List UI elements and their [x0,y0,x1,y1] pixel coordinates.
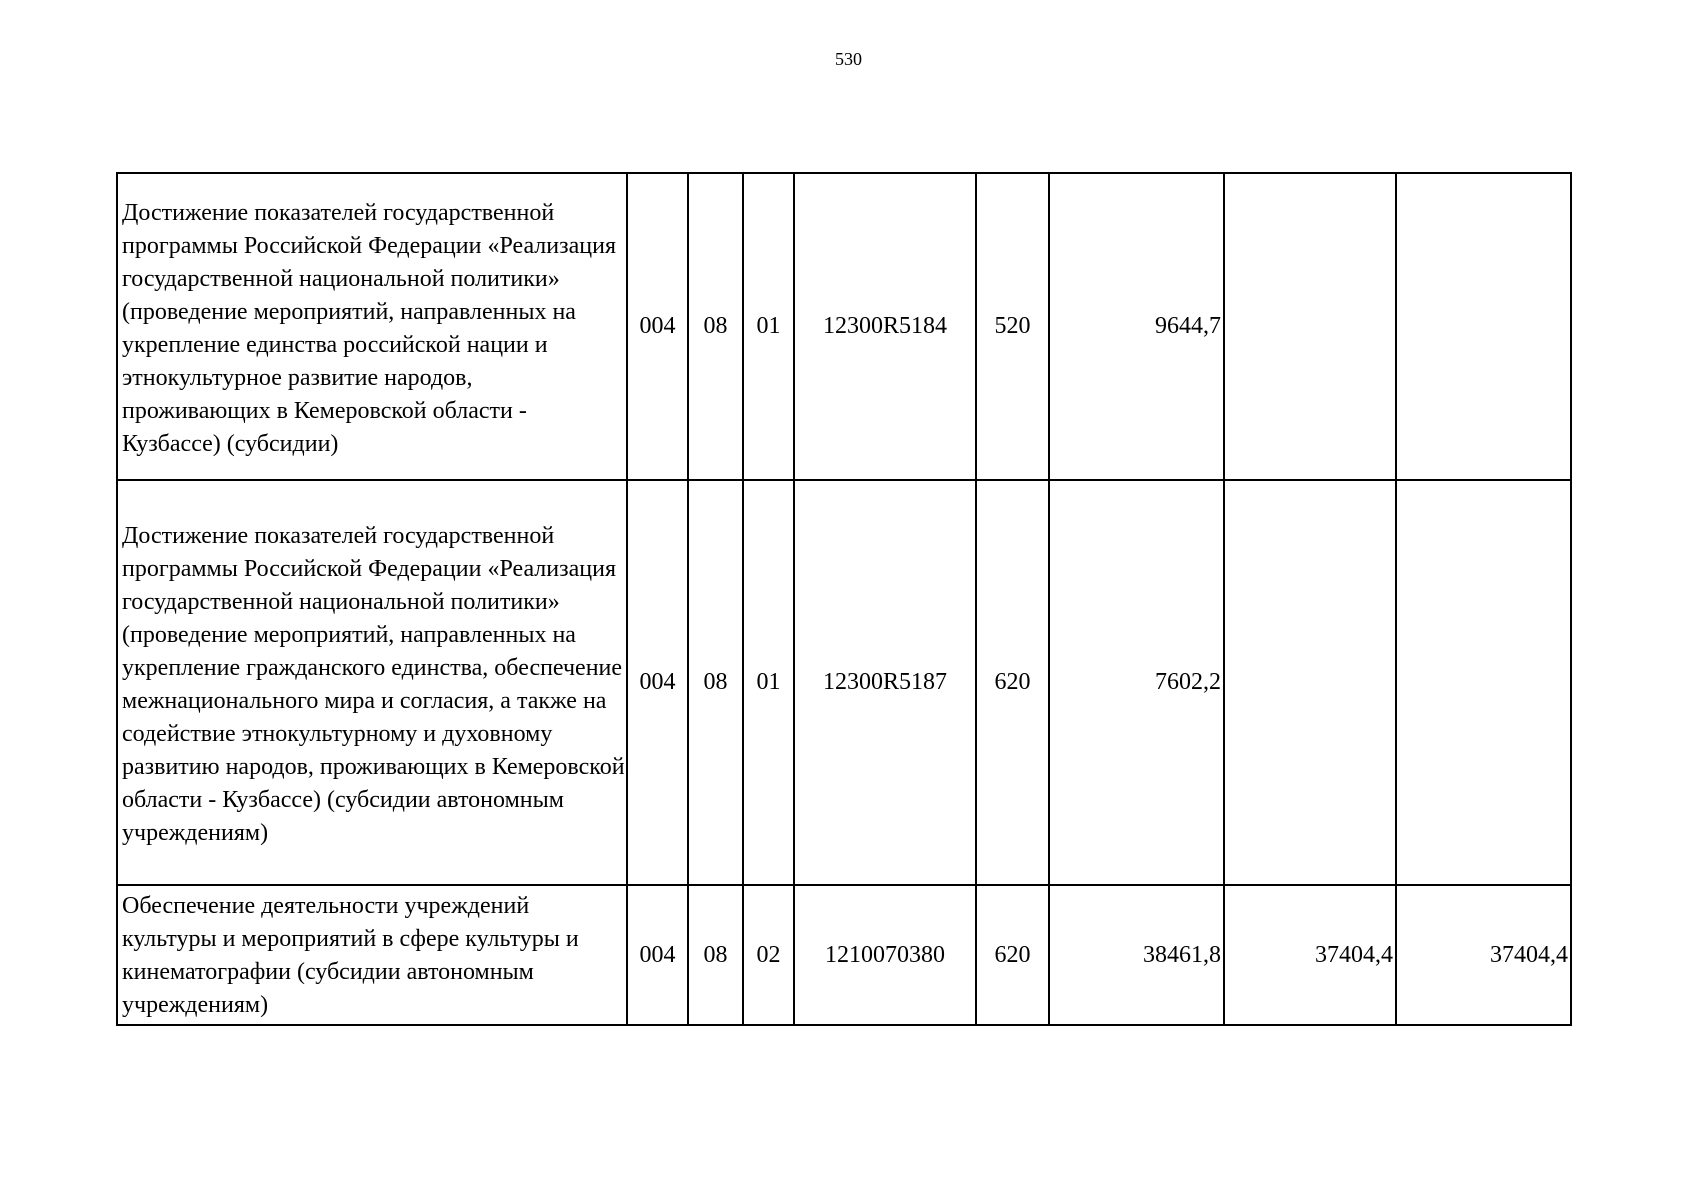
row-description: Обеспечение деятельности учреждений культуры и мероприятий в сфере культуры и кинематографии (субсидии автономным учреждениям) [117,885,627,1025]
amount-2: 37404,4 [1224,885,1396,1025]
amount-3: 37404,4 [1396,885,1571,1025]
table-row [117,480,1571,885]
section-code: 08 [688,173,743,480]
table-row [117,885,1571,1025]
expense-type-code: 620 [976,885,1049,1025]
expense-type-code: 520 [976,173,1049,480]
amount-3 [1396,173,1571,480]
amount-2 [1224,173,1396,480]
target-article-code: 12300R5184 [794,173,976,480]
ministry-code: 004 [627,173,688,480]
ministry-code: 004 [627,480,688,885]
amount-1: 38461,8 [1049,885,1224,1025]
subsection-code: 01 [743,173,794,480]
section-code: 08 [688,885,743,1025]
target-article-code: 12300R5187 [794,480,976,885]
budget-table [116,172,1572,1026]
ministry-code: 004 [627,885,688,1025]
section-code: 08 [688,480,743,885]
amount-3 [1396,480,1571,885]
amount-1: 9644,7 [1049,173,1224,480]
table-row [117,173,1571,480]
target-article-code: 1210070380 [794,885,976,1025]
expense-type-code: 620 [976,480,1049,885]
amount-1: 7602,2 [1049,480,1224,885]
subsection-code: 02 [743,885,794,1025]
amount-2 [1224,480,1396,885]
row-description: Достижение показателей государственной программы Российской Федерации «Реализация государственной национальной политики» (проведение мероприятий, направленных на укрепление гражданского единства, обеспечение межнационального мира и согласия, а также на содействие этнокультурному и духовному развитию народов, проживающих в Кемеровской области - Кузбассе) (субсидии автономным учреждениям) [117,480,627,885]
subsection-code: 01 [743,480,794,885]
row-description: Достижение показателей государственной программы Российской Федерации «Реализация государственной национальной политики» (проведение мероприятий, направленных на укрепление единства российской нации и этнокультурное развитие народов, проживающих в Кемеровской области - Кузбассе) (субсидии) [117,173,627,480]
page-number: 530 [835,49,862,69]
